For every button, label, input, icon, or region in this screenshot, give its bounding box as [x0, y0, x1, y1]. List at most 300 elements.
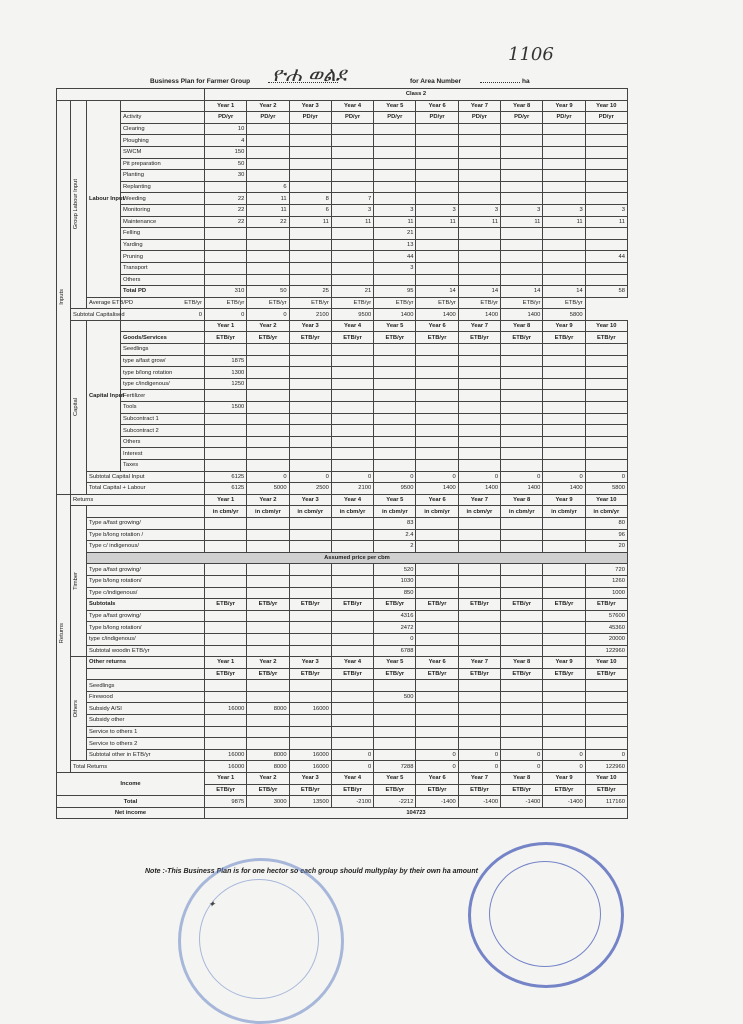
other-subtotal-label: Subtotal other in ETB/yr	[87, 749, 205, 761]
unit-header: in cbm/yr	[374, 506, 416, 518]
value-cell	[543, 146, 585, 158]
value-cell	[543, 564, 585, 576]
value-cell	[331, 517, 373, 529]
value-cell	[331, 274, 373, 286]
other-header-row	[57, 657, 628, 669]
subtotals-label: Subtotals	[87, 599, 205, 611]
value-cell	[416, 680, 458, 692]
value-cell	[458, 460, 500, 472]
plan-grid	[56, 88, 628, 819]
blank-cell	[57, 89, 205, 101]
value-cell	[458, 239, 500, 251]
value-cell	[374, 367, 416, 379]
value-cell	[331, 738, 373, 750]
year-header: Year 9	[543, 320, 585, 332]
year-header: Year 4	[331, 320, 373, 332]
value-cell	[374, 193, 416, 205]
labour-activity: Planting	[121, 170, 205, 182]
capital-input-label: Capital Input	[87, 320, 121, 471]
total-pd-label: Total PD	[121, 286, 205, 298]
volume-row	[57, 541, 628, 553]
value-cell	[247, 564, 289, 576]
value-cell: 3000	[247, 796, 289, 808]
value-cell: 11	[501, 216, 543, 228]
value-cell	[543, 680, 585, 692]
value-cell	[543, 378, 585, 390]
value-cell	[416, 564, 458, 576]
value-cell	[205, 691, 247, 703]
value-cell	[289, 135, 331, 147]
avg-label: Average ETB/PD	[87, 297, 121, 309]
value-cell	[247, 390, 289, 402]
other-item: Firewood	[87, 691, 205, 703]
section-timber-text: Timber	[73, 572, 79, 591]
value-cell	[458, 622, 500, 634]
value-cell	[501, 645, 543, 657]
year-header: Year 9	[543, 100, 585, 112]
value-cell: 0	[458, 749, 500, 761]
value-cell: ETB/yr	[289, 297, 331, 309]
value-cell	[331, 123, 373, 135]
value-cell: 11	[247, 193, 289, 205]
unit-header: ETB/yr	[543, 332, 585, 344]
value-cell: 0	[331, 761, 373, 773]
unit-header: PD/yr	[416, 112, 458, 124]
value-cell	[585, 715, 627, 727]
value-cell	[458, 703, 500, 715]
section-group-labour-text: Group Labour Input	[73, 179, 79, 230]
value-cell: 22	[205, 216, 247, 228]
value-cell: 8	[289, 193, 331, 205]
value-cell	[543, 274, 585, 286]
value-cell	[458, 726, 500, 738]
year-header: Year 1	[205, 773, 247, 785]
value-cell	[247, 529, 289, 541]
value-cell	[585, 680, 627, 692]
year-header: Year 8	[501, 320, 543, 332]
value-cell: 3	[543, 204, 585, 216]
capital-item: Tools	[121, 402, 205, 414]
value-cell: 30	[205, 170, 247, 182]
value-cell	[247, 135, 289, 147]
section-others	[71, 657, 87, 761]
value-cell	[289, 228, 331, 240]
value-cell: 520	[374, 564, 416, 576]
value-cell	[458, 146, 500, 158]
value-cell	[247, 587, 289, 599]
other-row	[57, 680, 628, 692]
value-cell: 0	[247, 471, 289, 483]
unit-header: in cbm/yr	[205, 506, 247, 518]
value-cell: 83	[374, 517, 416, 529]
value-cell	[458, 680, 500, 692]
value-cell: 3	[331, 204, 373, 216]
value-cell	[331, 691, 373, 703]
value-cell	[458, 378, 500, 390]
unit-header: ETB/yr	[331, 332, 373, 344]
value-cell: 1400	[543, 483, 585, 495]
value-cell	[543, 123, 585, 135]
value-cell: 80	[585, 517, 627, 529]
value-cell	[205, 181, 247, 193]
value-cell: 1400	[416, 309, 458, 321]
labour-activity: Maintenance	[121, 216, 205, 228]
value-cell	[205, 726, 247, 738]
unit-header: ETB/yr	[247, 599, 289, 611]
capital-item: Subcontract 1	[121, 413, 205, 425]
value-cell	[374, 170, 416, 182]
unit-header: ETB/yr	[585, 332, 627, 344]
value-cell: 3	[585, 204, 627, 216]
blank-cell	[87, 506, 205, 518]
value-cell	[205, 251, 247, 263]
unit-header: ETB/yr	[501, 332, 543, 344]
avg-row	[57, 297, 628, 309]
value-cell: 0	[543, 749, 585, 761]
value-cell	[543, 517, 585, 529]
value-cell	[331, 355, 373, 367]
year-header: Year 5	[374, 100, 416, 112]
unit-header: in cbm/yr	[501, 506, 543, 518]
value-cell	[247, 413, 289, 425]
value-cell: 16000	[205, 703, 247, 715]
value-cell	[501, 390, 543, 402]
value-cell	[416, 610, 458, 622]
value-cell: 22	[205, 193, 247, 205]
price-row	[57, 587, 628, 599]
value-cell	[501, 170, 543, 182]
value-cell	[543, 367, 585, 379]
unit-header: ETB/yr	[416, 668, 458, 680]
value-cell	[205, 274, 247, 286]
unit-header: ETB/yr	[205, 668, 247, 680]
capital-item: Taxes	[121, 460, 205, 472]
labour-row	[57, 193, 628, 205]
year-header: Year 8	[501, 494, 543, 506]
value-cell	[289, 460, 331, 472]
labour-activity: Monitoring	[121, 204, 205, 216]
value-cell	[585, 135, 627, 147]
price-row	[57, 564, 628, 576]
year-header: Year 1	[205, 100, 247, 112]
unit-header: in cbm/yr	[458, 506, 500, 518]
year-header: Year 3	[289, 494, 331, 506]
value-cell	[247, 425, 289, 437]
value-cell	[458, 575, 500, 587]
value-cell: ETB/yr	[543, 297, 585, 309]
total-returns-row	[57, 761, 628, 773]
value-cell	[205, 425, 247, 437]
value-cell	[458, 425, 500, 437]
official-stamp-left	[178, 858, 344, 1024]
capital-item: type b/long rotation	[121, 367, 205, 379]
value-cell: 117160	[585, 796, 627, 808]
value-cell: 8000	[247, 703, 289, 715]
value-cell	[374, 436, 416, 448]
value-cell: 0	[416, 761, 458, 773]
value-cell: 5800	[585, 483, 627, 495]
unit-header: ETB/yr	[416, 599, 458, 611]
value-cell	[501, 274, 543, 286]
value-cell	[543, 390, 585, 402]
value-cell	[289, 738, 331, 750]
value-cell	[289, 413, 331, 425]
value-cell	[374, 158, 416, 170]
value-cell	[416, 123, 458, 135]
class-row	[57, 89, 628, 101]
year-header: Year 4	[331, 494, 373, 506]
capital-subtotal-label: Subtotal Capital Input	[87, 471, 205, 483]
value-cell	[331, 564, 373, 576]
labour-row	[57, 181, 628, 193]
value-cell	[416, 378, 458, 390]
net-income-label: Net income	[57, 807, 205, 819]
year-header: Year 2	[247, 100, 289, 112]
value-cell: 500	[374, 691, 416, 703]
value-cell	[289, 622, 331, 634]
value-cell	[501, 193, 543, 205]
returns-label: Returns	[71, 494, 205, 506]
value-cell: 1030	[374, 575, 416, 587]
value-cell	[289, 355, 331, 367]
value-cell	[247, 228, 289, 240]
value-cell: 25	[289, 286, 331, 298]
value-cell: -1400	[501, 796, 543, 808]
unit-header: ETB/yr	[247, 784, 289, 796]
value-cell	[501, 158, 543, 170]
labour-activity: Transport	[121, 262, 205, 274]
other-item: Service to others 1	[87, 726, 205, 738]
value-cell	[501, 123, 543, 135]
labour-row	[57, 216, 628, 228]
capital-total-label: Total Capital + Labour	[87, 483, 205, 495]
value-cell	[416, 622, 458, 634]
unit-header: ETB/yr	[205, 599, 247, 611]
year-header: Year 7	[458, 100, 500, 112]
year-header: Year 1	[205, 320, 247, 332]
value-cell: 7288	[374, 761, 416, 773]
value-cell: 16000	[205, 761, 247, 773]
value-cell	[247, 622, 289, 634]
value-cell: 5800	[543, 309, 585, 321]
value-cell: 11	[458, 216, 500, 228]
value-cell: 0	[501, 471, 543, 483]
value-cell: 96	[585, 529, 627, 541]
capital-year-header	[57, 320, 628, 332]
goods-label: Goods/Services	[121, 332, 205, 344]
value-item: Type b/long rotation/	[87, 622, 205, 634]
other-subtotal-row	[57, 749, 628, 761]
value-cell: 9875	[205, 796, 247, 808]
value-cell	[331, 460, 373, 472]
value-cell	[543, 703, 585, 715]
unit-header: ETB/yr	[205, 332, 247, 344]
value-cell: 13500	[289, 796, 331, 808]
value-cell: 11	[374, 216, 416, 228]
labour-activity: Weeding	[121, 193, 205, 205]
unit-header: ETB/yr	[458, 332, 500, 344]
value-cell	[501, 367, 543, 379]
value-cell	[458, 158, 500, 170]
capital-item: Seedlings	[121, 344, 205, 356]
value-cell: 3	[458, 204, 500, 216]
wood-subtotal-row	[57, 645, 628, 657]
value-cell	[247, 610, 289, 622]
value-cell	[543, 633, 585, 645]
other-row	[57, 691, 628, 703]
value-cell	[331, 390, 373, 402]
section-timber	[71, 506, 87, 657]
value-cell	[289, 645, 331, 657]
value-cell	[416, 262, 458, 274]
value-cell: 58	[585, 286, 627, 298]
value-cell	[331, 146, 373, 158]
value-cell	[458, 529, 500, 541]
value-cell	[458, 645, 500, 657]
year-header: Year 6	[416, 773, 458, 785]
value-cell	[543, 228, 585, 240]
value-cell	[247, 274, 289, 286]
value-cell	[501, 460, 543, 472]
labour-activity: Felling	[121, 228, 205, 240]
value-cell	[331, 529, 373, 541]
value-cell	[374, 378, 416, 390]
value-cell	[331, 158, 373, 170]
unit-header: ETB/yr	[247, 668, 289, 680]
value-cell: 50	[205, 158, 247, 170]
value-cell	[458, 691, 500, 703]
unit-header: ETB/yr	[543, 599, 585, 611]
volume-row	[57, 529, 628, 541]
value-cell: 122960	[585, 761, 627, 773]
section-others-text: Others	[73, 700, 79, 718]
value-cell: 1300	[205, 367, 247, 379]
value-cell	[416, 541, 458, 553]
value-cell: 45360	[585, 622, 627, 634]
value-cell: 11	[289, 216, 331, 228]
value-cell	[585, 262, 627, 274]
value-cell	[501, 146, 543, 158]
official-stamp-right	[468, 842, 624, 988]
unit-header: ETB/yr	[374, 332, 416, 344]
value-cell	[416, 228, 458, 240]
value-cell	[331, 645, 373, 657]
value-cell	[289, 390, 331, 402]
value-cell	[289, 158, 331, 170]
section-group-labour	[71, 100, 87, 309]
value-cell	[205, 738, 247, 750]
labour-row	[57, 123, 628, 135]
other-row	[57, 726, 628, 738]
value-cell: ETB/yr	[121, 297, 205, 309]
value-cell	[501, 726, 543, 738]
value-cell	[205, 390, 247, 402]
labour-row	[57, 262, 628, 274]
volume-item: Type b/long rotation /	[87, 529, 205, 541]
value-cell	[289, 402, 331, 414]
value-cell	[374, 135, 416, 147]
value-cell	[585, 228, 627, 240]
value-cell: 720	[585, 564, 627, 576]
value-cell	[331, 610, 373, 622]
value-cell	[289, 239, 331, 251]
subtotals-row	[57, 599, 628, 611]
value-cell: 44	[374, 251, 416, 263]
value-cell	[289, 564, 331, 576]
capital-row	[57, 425, 628, 437]
section-capital-text: Capital	[73, 398, 79, 417]
value-cell	[543, 715, 585, 727]
income-year-row	[57, 773, 628, 785]
value-cell: 0	[585, 471, 627, 483]
value-cell	[501, 564, 543, 576]
value-cell	[458, 355, 500, 367]
value-cell	[247, 726, 289, 738]
value-cell	[247, 344, 289, 356]
value-row	[57, 622, 628, 634]
value-cell	[374, 715, 416, 727]
value-cell	[585, 123, 627, 135]
value-cell: 0	[416, 749, 458, 761]
price-row	[57, 575, 628, 587]
year-header: Year 8	[501, 773, 543, 785]
value-cell: 5000	[247, 483, 289, 495]
value-cell	[289, 448, 331, 460]
total-returns-label: Total Returns	[71, 761, 205, 773]
value-cell	[247, 355, 289, 367]
year-header: Year 8	[501, 100, 543, 112]
footnote: Note :-This Business Plan is for one hector so each group should multyplay by their own ha amount	[145, 868, 478, 875]
value-cell: 11	[416, 216, 458, 228]
value-cell: 50	[247, 286, 289, 298]
section-returns-text: Returns	[59, 623, 65, 644]
value-cell: -1400	[543, 796, 585, 808]
value-cell	[458, 123, 500, 135]
unit-header: ETB/yr	[585, 784, 627, 796]
capital-row	[57, 390, 628, 402]
value-cell	[205, 239, 247, 251]
value-cell	[543, 181, 585, 193]
value-cell	[374, 680, 416, 692]
value-cell	[374, 123, 416, 135]
value-cell: 122960	[585, 645, 627, 657]
value-cell	[416, 726, 458, 738]
value-cell	[543, 344, 585, 356]
unit-header: PD/yr	[205, 112, 247, 124]
value-cell: 0	[585, 749, 627, 761]
value-cell	[458, 402, 500, 414]
signature-mark: ✦	[208, 900, 216, 910]
unit-header: PD/yr	[374, 112, 416, 124]
value-cell	[374, 146, 416, 158]
value-cell	[585, 378, 627, 390]
value-cell	[501, 575, 543, 587]
value-cell	[416, 344, 458, 356]
value-cell	[374, 738, 416, 750]
value-cell	[331, 262, 373, 274]
capital-total-row	[57, 483, 628, 495]
value-cell	[543, 135, 585, 147]
capital-row	[57, 460, 628, 472]
section-returns	[57, 494, 71, 772]
value-cell: 0	[458, 471, 500, 483]
value-cell	[416, 575, 458, 587]
value-cell	[585, 344, 627, 356]
value-cell	[331, 541, 373, 553]
value-cell	[458, 228, 500, 240]
volume-item: Type a/fast growing/	[87, 517, 205, 529]
value-cell	[543, 460, 585, 472]
